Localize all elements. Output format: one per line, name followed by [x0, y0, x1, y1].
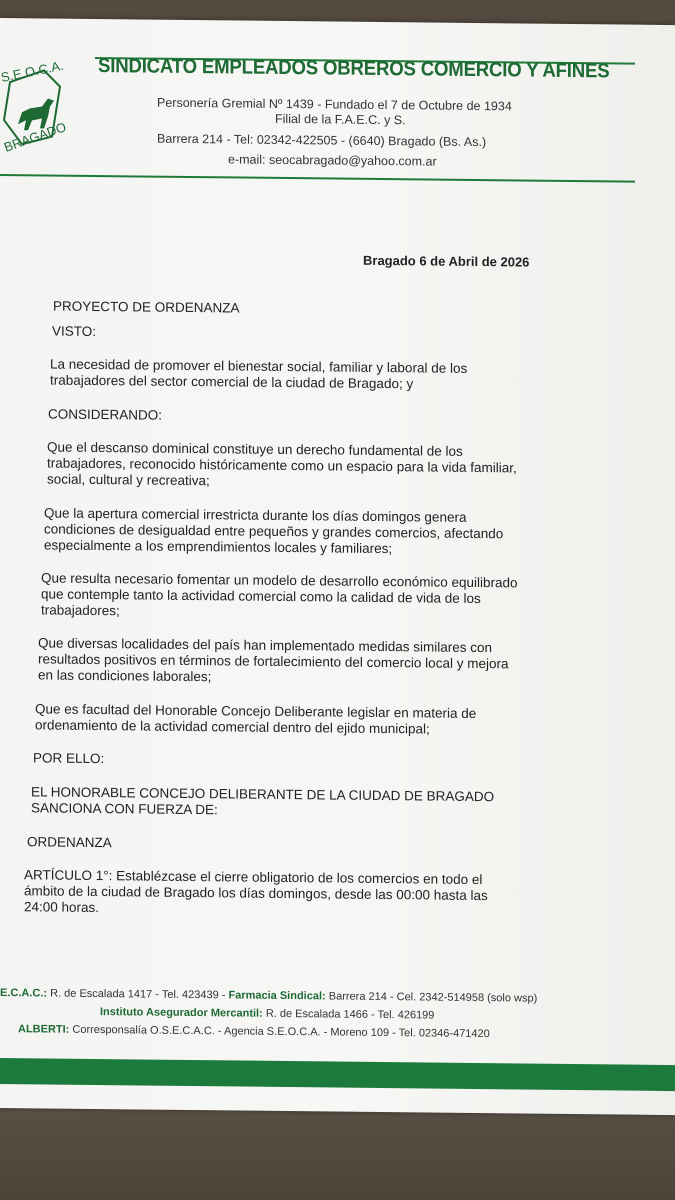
- footer-osecac-text: R. de Escalada 1417 - Tel. 423439 -: [47, 987, 229, 1002]
- header-info-3: Barrera 214 - Tel: 02342-422505 - (6640) Bragado (Bs. As.): [157, 131, 487, 150]
- logo-bottom-text: BRAGADO: [1, 119, 69, 155]
- footer-insurer-text: R. de Escalada 1466 - Tel. 426199: [262, 1007, 435, 1022]
- ordenanza-label: ORDENANZA: [27, 834, 112, 851]
- hcd-line-2: SANCIONA CON FUERZA DE:: [31, 800, 218, 818]
- considerando-4-line-2: resultados positivos en términos de fortalecimiento del comercio local y mejora: [38, 651, 509, 672]
- footer-line-3: [18, 1023, 490, 1040]
- footer-green-band: [0, 1058, 675, 1091]
- visto-label: VISTO:: [52, 323, 97, 340]
- considerando-2-line-2: condiciones de desigualdad entre pequeños y grandes comercios, afectando: [44, 521, 504, 542]
- hcd-line-1: EL HONORABLE CONCEJO DELIBERANTE DE LA CIUDAD DE BRAGADO: [31, 784, 495, 805]
- footer-line-1: [0, 987, 537, 1005]
- letter-date: Bragado 6 de Abril de 2026: [363, 252, 530, 270]
- considerando-5-line-1: Que es facultad del Honorable Concejo Deliberante legislar en materia de: [35, 701, 477, 721]
- logo-top-text: S.E.O.C.A.: [0, 57, 65, 85]
- considerando-3-line-1: Que resulta necesario fomentar un modelo de desarrollo económico equilibrado: [41, 570, 518, 591]
- por-ello-label: POR ELLO:: [33, 750, 105, 767]
- considerando-5-line-2: ordenamiento de la actividad comercial dentro del ejido municipal;: [35, 717, 430, 737]
- visto-line-2: trabajadores del sector comercial de la ciudad de Bragado; y: [50, 372, 414, 392]
- document-heading: PROYECTO DE ORDENANZA: [53, 298, 240, 316]
- horse-emblem-icon: [0, 40, 95, 161]
- article-1-line-1: ARTÍCULO 1°: Establézcase el cierre obligatorio de los comercios en todo el: [24, 867, 483, 888]
- union-title: SINDICATO EMPLEADOS OBREROS COMERCIO Y AFINES: [98, 55, 610, 83]
- considerando-label: CONSIDERANDO:: [48, 406, 163, 423]
- footer-line-2: [100, 1006, 434, 1022]
- considerando-1-line-3: social, cultural y recreativa;: [47, 471, 210, 489]
- header-info-2: Filial de la F.A.E.C. y S.: [275, 111, 406, 128]
- footer-alberti-text: Corresponsalía O.S.E.C.A.C. - Agencia S.E.O.C.A. - Moreno 109 - Tel. 02346-471420: [69, 1023, 490, 1041]
- article-1-line-2: ámbito de la ciudad de Bragado los días domingos, desde las 00:00 hasta las: [24, 883, 488, 904]
- considerando-3-line-2: que contemple tanto la actividad comercial como la calidad de vida de los: [41, 586, 481, 607]
- footer-pharmacy-text: Barrera 214 - Cel. 2342-514958 (solo wsp): [325, 990, 538, 1005]
- considerando-3-line-3: trabajadores;: [41, 602, 120, 619]
- footer-insurer-label: Instituto Asegurador Mercantil:: [100, 1006, 263, 1020]
- article-1-line-3: 24:00 horas.: [24, 899, 100, 916]
- table-surface-bottom: [0, 1100, 675, 1200]
- considerando-4-line-3: en las condiciones laborales;: [38, 667, 212, 685]
- footer-pharmacy-label: Farmacia Sindical:: [228, 989, 326, 1003]
- considerando-2-line-1: Que la apertura comercial irrestricta durante los días domingos genera: [44, 505, 467, 525]
- document-page: [0, 18, 675, 1115]
- footer-alberti-label: ALBERTI:: [18, 1023, 70, 1036]
- footer-osecac-label: E.C.A.C.:: [0, 987, 48, 1000]
- header-email: e-mail: seocabragado@yahoo.com.ar: [228, 152, 437, 169]
- header-info-1: Personería Gremial Nº 1439 - Fundado el 7 de Octubre de 1934: [157, 95, 512, 114]
- visto-line-1: La necesidad de promover el bienestar social, familiar y laboral de los: [50, 356, 468, 376]
- header-bottom-rule: [0, 174, 635, 183]
- considerando-2-line-3: especialmente a los emprendimientos locales y familiares;: [44, 537, 393, 557]
- union-logo: [0, 40, 95, 161]
- considerando-1-line-1: Que el descanso dominical constituye un derecho fundamental de los: [47, 439, 463, 459]
- considerando-1-line-2: trabajadores, reconocido históricamente como un espacio para la vida familiar,: [47, 455, 517, 476]
- considerando-4-line-1: Que diversas localidades del país han implementado medidas similares con: [38, 635, 492, 656]
